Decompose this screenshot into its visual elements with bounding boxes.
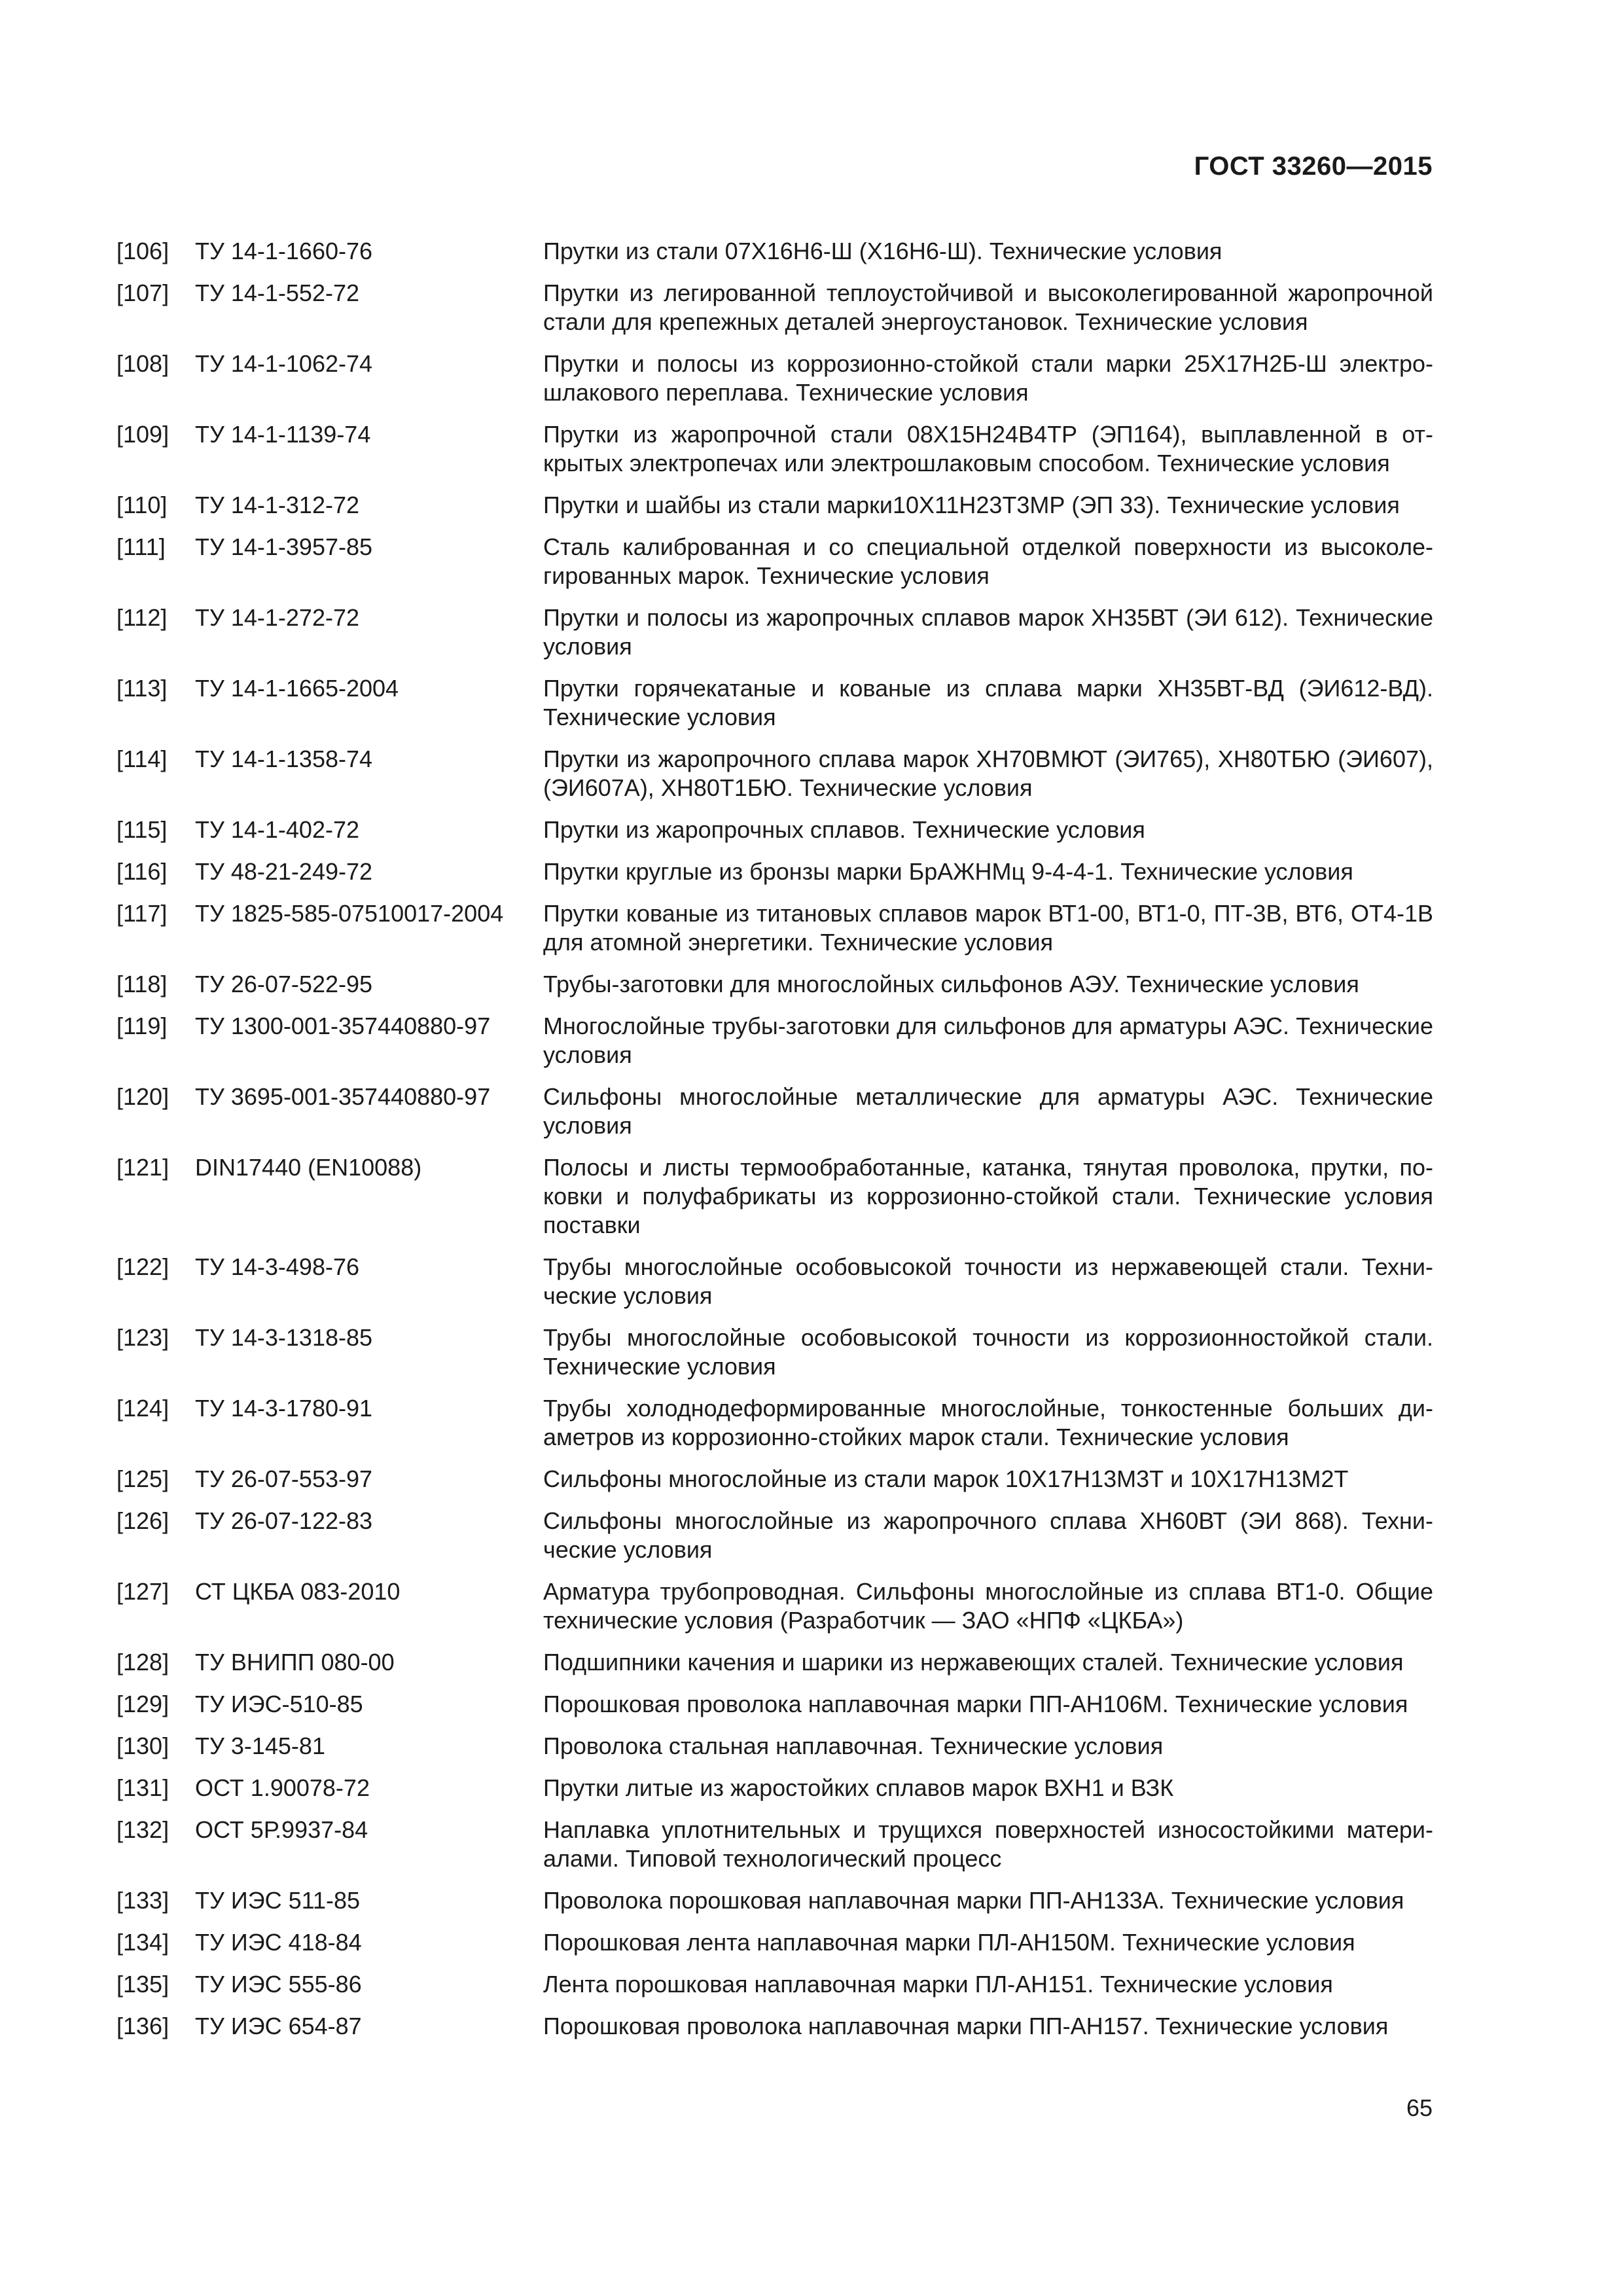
bibliography-entry bbox=[116, 745, 1433, 802]
bibliography-entry bbox=[116, 350, 1433, 407]
entry-document-code: ТУ 14-1-1139-74 bbox=[195, 421, 371, 448]
bibliography-entry bbox=[116, 1690, 1433, 1719]
entry-document-code: ТУ 14-1-1358-74 bbox=[195, 745, 373, 772]
entry-number: [124] bbox=[116, 1395, 169, 1422]
entry-document-code: ТУ ВНИПП 080-00 bbox=[195, 1649, 395, 1676]
entry-title: Прутки литые из жаростойких сплавов марок ВХН1 и ВЗК bbox=[543, 1774, 1174, 1801]
bibliography-entry bbox=[116, 857, 1433, 886]
entry-document-code: ТУ 26-07-522-95 bbox=[195, 971, 373, 997]
bibliography-entry bbox=[116, 1970, 1433, 1999]
entry-number: [116] bbox=[116, 858, 168, 885]
entry-document-code: ТУ 14-1-312-72 bbox=[195, 492, 359, 518]
bibliography-entry bbox=[116, 1394, 1433, 1452]
entry-document-code: DIN17440 (EN10088) bbox=[195, 1154, 422, 1181]
bibliography-entry bbox=[116, 420, 1433, 478]
entry-title: Трубы холоднодеформированные многослойные, тонкостенные больших диаметров из коррозионно-стойких марок стали. Технические условия bbox=[543, 1395, 1433, 1450]
entry-number: [112] bbox=[116, 604, 168, 631]
entry-number: [125] bbox=[116, 1465, 169, 1492]
entry-title: Проволока стальная наплавочная. Технические условия bbox=[543, 1732, 1164, 1759]
entry-number: [111] bbox=[116, 533, 166, 560]
entry-document-code: ОСТ 1.90078-72 bbox=[195, 1774, 370, 1801]
entry-document-code: ТУ 14-1-1665-2004 bbox=[195, 675, 399, 702]
entry-number: [134] bbox=[116, 1929, 169, 1956]
entry-document-code: ТУ 14-3-1318-85 bbox=[195, 1324, 373, 1351]
entry-document-code: ТУ ИЭС 511-85 bbox=[195, 1887, 361, 1914]
bibliography-entry bbox=[116, 603, 1433, 661]
entry-title: Трубы-заготовки для многослойных сильфонов АЭУ. Технические условия bbox=[543, 971, 1359, 997]
entry-title: Прутки кованые из титановых сплавов марок ВТ1-00, ВТ1-0, ПТ-3В, ВТ6, ОТ4-1В для атомной энергетики. Технические условия bbox=[543, 900, 1433, 956]
entry-document-code: ТУ 3695-001-357440880-97 bbox=[195, 1083, 491, 1110]
entry-title: Сильфоны многослойные из жаропрочного сплава ХН60ВТ (ЭИ 868). Технические условия bbox=[543, 1507, 1433, 1563]
entry-title: Прутки из жаропрочного сплава марок ХН70ВМЮТ (ЭИ765), ХН80ТБЮ (ЭИ607), (ЭИ607А), ХН80Т1БЮ. Технические условия bbox=[543, 745, 1433, 801]
entry-title: Подшипники качения и шарики из нержавеющих сталей. Технические условия bbox=[543, 1649, 1404, 1676]
entry-title: Лента порошковая наплавочная марки ПЛ-АН151. Технические условия bbox=[543, 1971, 1333, 1998]
bibliography-entry bbox=[116, 1577, 1433, 1635]
entry-document-code: ТУ ИЭС-510-85 bbox=[195, 1691, 363, 1717]
bibliography-entry bbox=[116, 1465, 1433, 1494]
entry-document-code: ТУ 1300-001-357440880-97 bbox=[195, 1013, 491, 1039]
entry-number: [113] bbox=[116, 675, 168, 702]
bibliography-entry bbox=[116, 1507, 1433, 1564]
entry-number: [115] bbox=[116, 816, 168, 843]
entry-title: Полосы и листы термообработанные, катанка, тянутая проволока, прутки, поковки и полуфабрикаты из коррозионно-стойкой стали. Технические условия поставки bbox=[543, 1154, 1433, 1238]
entry-number: [118] bbox=[116, 971, 168, 997]
bibliography-entry bbox=[116, 1648, 1433, 1677]
entry-number: [132] bbox=[116, 1816, 169, 1843]
entry-document-code: ТУ 14-1-272-72 bbox=[195, 604, 359, 631]
entry-document-code: ТУ 14-3-1780-91 bbox=[195, 1395, 373, 1422]
entry-number: [135] bbox=[116, 1971, 169, 1998]
entry-title: Прутки из стали 07Х16Н6-Ш (Х16Н6-Ш). Технические условия bbox=[543, 238, 1222, 264]
entry-document-code: ТУ 14-1-3957-85 bbox=[195, 533, 373, 560]
entry-number: [121] bbox=[116, 1154, 169, 1181]
bibliography-entry bbox=[116, 279, 1433, 336]
bibliography-entry bbox=[116, 816, 1433, 844]
entry-number: [129] bbox=[116, 1691, 169, 1717]
entry-title: Прутки горячекатаные и кованые из сплава марки ХН35ВТ-ВД (ЭИ612-ВД). Технические условия bbox=[543, 675, 1433, 730]
entry-document-code: ТУ 26-07-122-83 bbox=[195, 1507, 373, 1534]
entry-document-code: ТУ ИЭС 555-86 bbox=[195, 1971, 362, 1998]
entry-number: [120] bbox=[116, 1083, 169, 1110]
entry-number: [110] bbox=[116, 492, 168, 518]
entry-document-code: ТУ 14-1-1062-74 bbox=[195, 350, 373, 377]
bibliography-entry bbox=[116, 2012, 1433, 2041]
bibliography-entry bbox=[116, 1153, 1433, 1240]
entry-title: Трубы многослойные особовысокой точности из нержавеющей стали. Технические условия bbox=[543, 1253, 1433, 1309]
entry-number: [107] bbox=[116, 279, 169, 306]
bibliography-entry bbox=[116, 1816, 1433, 1873]
entry-number: [114] bbox=[116, 745, 168, 772]
entry-title: Прутки из жаропрочных сплавов. Технические условия bbox=[543, 816, 1145, 843]
bibliography-entry bbox=[116, 1083, 1433, 1140]
entry-document-code: ТУ 3-145-81 bbox=[195, 1732, 325, 1759]
entry-document-code: ТУ 48-21-249-72 bbox=[195, 858, 373, 885]
entry-title: Прутки и полосы из жаропрочных сплавов марок ХН35ВТ (ЭИ 612). Технические условия bbox=[543, 604, 1433, 660]
entry-title: Прутки и шайбы из стали марки10Х11Н23Т3МР (ЭП 33). Технические условия bbox=[543, 492, 1400, 518]
entry-title: Многослойные трубы-заготовки для сильфонов для арматуры АЭС. Технические условия bbox=[543, 1013, 1433, 1068]
entry-number: [122] bbox=[116, 1253, 169, 1280]
entry-number: [119] bbox=[116, 1013, 168, 1039]
entry-title: Сталь калиброванная и со специальной отделкой поверхности из высоколегированных марок. Технические условия bbox=[543, 533, 1433, 589]
bibliography-entry bbox=[116, 970, 1433, 999]
bibliography-entry bbox=[116, 1928, 1433, 1957]
entry-document-code: СТ ЦКБА 083-2010 bbox=[195, 1578, 401, 1605]
entry-document-code: ТУ ИЭС 418-84 bbox=[195, 1929, 362, 1956]
entry-number: [126] bbox=[116, 1507, 169, 1534]
bibliography-entry bbox=[116, 674, 1433, 732]
entry-title: Прутки из жаропрочной стали 08Х15Н24В4ТР (ЭП164), выплавленной в открытых электропечах или электрошлаковым способом. Технические условия bbox=[543, 421, 1433, 476]
entry-number: [123] bbox=[116, 1324, 169, 1351]
entry-number: [109] bbox=[116, 421, 169, 448]
entry-document-code: ТУ ИЭС 654-87 bbox=[195, 2013, 362, 2039]
entry-title: Проволока порошковая наплавочная марки ПП-АН133А. Технические условия bbox=[543, 1887, 1404, 1914]
entry-number: [136] bbox=[116, 2013, 169, 2039]
bibliography-entry bbox=[116, 533, 1433, 590]
entry-number: [133] bbox=[116, 1887, 169, 1914]
entry-document-code: ТУ 26-07-553-97 bbox=[195, 1465, 373, 1492]
bibliography-entry bbox=[116, 1732, 1433, 1761]
bibliography-entry bbox=[116, 1253, 1433, 1310]
entry-title: Прутки из легированной теплоустойчивой и высоколегированной жаропрочной стали для крепежных деталей энергоустановок. Технические условия bbox=[543, 279, 1433, 335]
entry-document-code: ОСТ 5Р.9937-84 bbox=[195, 1816, 368, 1843]
entry-title: Трубы многослойные особовысокой точности из коррозионностойкой стали. Технические условия bbox=[543, 1324, 1433, 1380]
bibliography-entry bbox=[116, 491, 1433, 520]
bibliography-entry bbox=[116, 237, 1433, 266]
entry-number: [130] bbox=[116, 1732, 169, 1759]
entry-number: [127] bbox=[116, 1578, 169, 1605]
bibliography-entry bbox=[116, 1886, 1433, 1915]
entry-document-code: ТУ 14-1-552-72 bbox=[195, 279, 359, 306]
page-number: 65 bbox=[1406, 2094, 1433, 2121]
entry-document-code: ТУ 14-3-498-76 bbox=[195, 1253, 359, 1280]
entry-number: [117] bbox=[116, 900, 168, 927]
bibliography-entry bbox=[116, 1012, 1433, 1069]
entry-title: Порошковая проволока наплавочная марки ПП-АН157. Технические условия bbox=[543, 2013, 1389, 2039]
entry-title: Сильфоны многослойные из стали марок 10Х17Н13М3Т и 10Х17Н13М2Т bbox=[543, 1465, 1349, 1492]
entry-title: Порошковая лента наплавочная марки ПЛ-АН150М. Технические условия bbox=[543, 1929, 1355, 1956]
standard-header: ГОСТ 33260—2015 bbox=[1194, 152, 1433, 181]
entry-title: Прутки и полосы из коррозионно-стойкой стали марки 25Х17Н2Б-Ш электрошлакового переплава. Технические условия bbox=[543, 350, 1433, 406]
entry-number: [128] bbox=[116, 1649, 169, 1676]
entry-title: Порошковая проволока наплавочная марки ПП-АН106М. Технические условия bbox=[543, 1691, 1408, 1717]
entry-document-code: ТУ 14-1-402-72 bbox=[195, 816, 359, 843]
entry-number: [131] bbox=[116, 1774, 169, 1801]
bibliography-entry bbox=[116, 1774, 1433, 1803]
entry-title: Арматура трубопроводная. Сильфоны многослойные из сплава ВТ1-0. Общие технические условия (Разработчик — ЗАО «НПФ «ЦКБА») bbox=[543, 1578, 1433, 1634]
entry-number: [108] bbox=[116, 350, 169, 377]
entry-number: [106] bbox=[116, 238, 169, 264]
bibliography-entry bbox=[116, 899, 1433, 957]
entry-document-code: ТУ 1825-585-07510017-2004 bbox=[195, 900, 504, 927]
bibliography-entry bbox=[116, 1323, 1433, 1381]
bibliography-list bbox=[116, 237, 1433, 2054]
entry-title: Наплавка уплотнительных и трущихся поверхностей износостойкими материалами. Типовой технологический процесс bbox=[543, 1816, 1433, 1872]
entry-document-code: ТУ 14-1-1660-76 bbox=[195, 238, 373, 264]
entry-title: Сильфоны многослойные металлические для арматуры АЭС. Технические условия bbox=[543, 1083, 1433, 1139]
entry-title: Прутки круглые из бронзы марки БрАЖНМц 9-4-4-1. Технические условия bbox=[543, 858, 1353, 885]
